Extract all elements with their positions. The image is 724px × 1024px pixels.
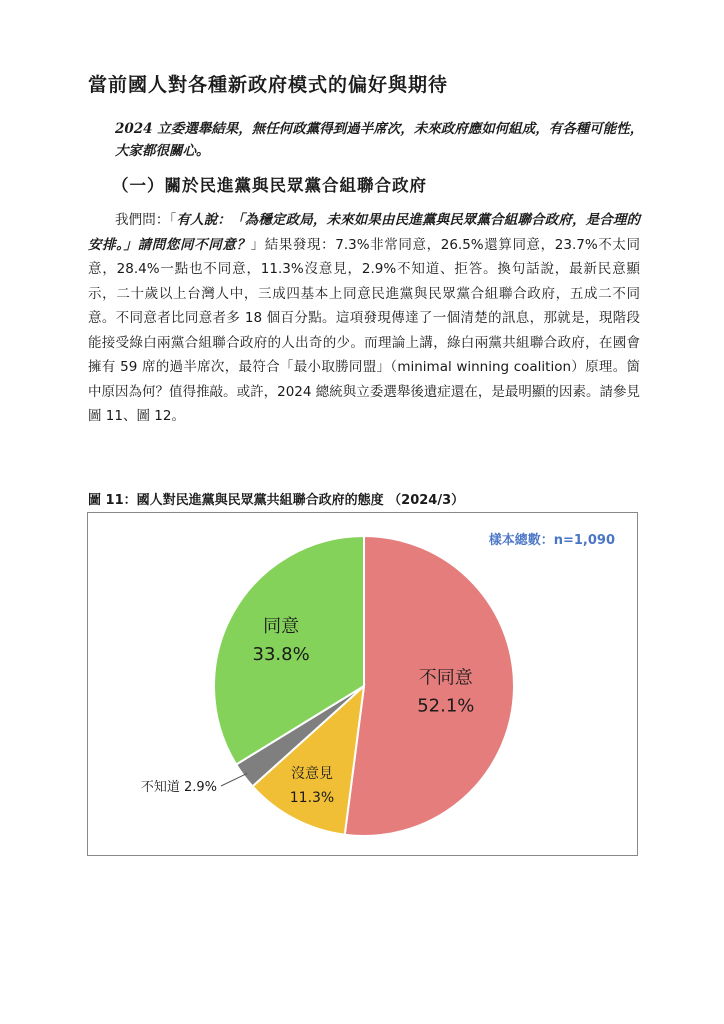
body-quote: 有人說：「為穩定政局，未來如果由民進黨與民眾黨合組聯合政府，是合理的安排。」請問您同不同意？ — [88, 212, 641, 253]
body-paragraph — [88, 208, 640, 429]
pie-value-3: 33.8% — [252, 643, 310, 665]
pie-chart — [88, 513, 637, 855]
section-heading: （一）關於民進黨與民眾黨合組聯合政府 — [112, 176, 427, 195]
pie-label-2: 不知道 2.9% — [140, 780, 217, 795]
pie-label-0: 不同意 — [418, 667, 473, 689]
sample-size-label: 樣本總數：n=1,090 — [488, 533, 615, 548]
pie-value-1: 11.3% — [289, 790, 335, 807]
lead-paragraph: 2024 立委選舉結果，無任何政黨得到過半席次，未來政府應如何組成，有各種可能性，大家都很關心。 — [115, 121, 644, 159]
figure-caption: 圖 11：國人對民進黨與民眾黨共組聯合政府的態度 （2024/3） — [88, 493, 465, 508]
pie-label-3: 同意 — [263, 615, 300, 637]
chart-frame — [87, 512, 638, 856]
body-text: 」結果發現：7.3%非常同意，26.5%還算同意，23.7%不太同意，28.4%一點也不同意，11.3%沒意見，2.9%不知道、拒答。換句話說，最新民意顯示，二十歲以上台灣人中，三成四基本上同意民進黨與民眾黨合組聯合政府，五成二不同意。不同意者比同意者多 18 個百分點。這項發現傳達了一個清楚的訊息，那就是，現階段能接受綠白兩黨合組聯合政府的人出奇的少。而理論上講，綠白兩黨共組聯合政府，在國會擁有 59 席的過半席次，最符合「最小取勝同盟」（minimal winning coalition）原理。箇中原因為何？值得推敲。或許，2024 總統與立委選舉後遺症還在，是最明顯的因素。請參見圖 11、圖 12。 — [88, 236, 640, 424]
page-title: 當前國人對各種新政府模式的偏好與期待 — [88, 74, 449, 96]
body-intro: 我們問：「 — [115, 212, 177, 228]
pie-value-0: 52.1% — [417, 695, 475, 717]
callout-leader-line — [221, 773, 247, 786]
pie-label-1: 沒意見 — [291, 766, 333, 783]
